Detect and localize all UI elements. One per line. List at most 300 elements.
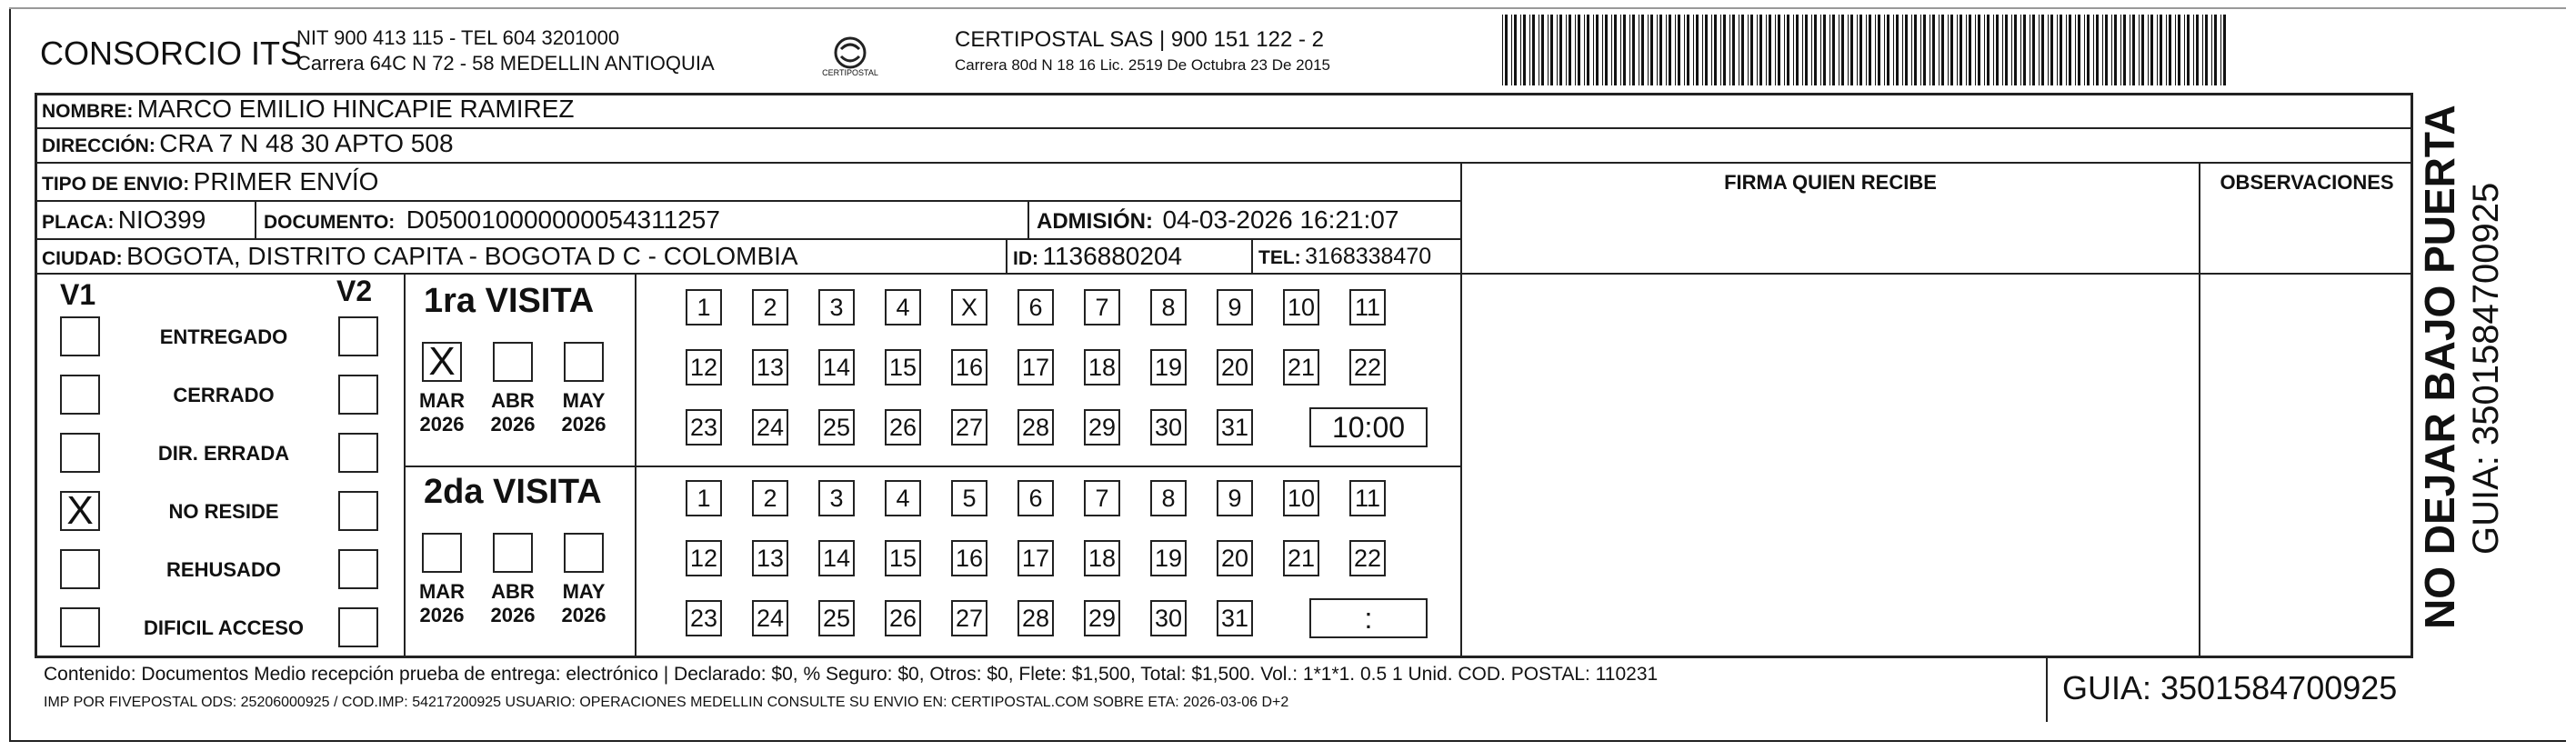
time-box[interactable]: : <box>1309 598 1428 638</box>
barcode-bar <box>1511 15 1512 85</box>
month-name: MAR <box>418 389 466 412</box>
barcode-bar <box>1802 15 1803 85</box>
barcode-bar <box>1657 15 1658 85</box>
month-year: 2026 <box>419 413 465 436</box>
barcode-bar <box>2078 15 2080 85</box>
barcode-bar <box>2166 15 2167 85</box>
barcode-bar <box>2160 15 2162 85</box>
barcode-bar <box>1605 15 1608 85</box>
v2-checkbox[interactable] <box>338 549 378 589</box>
barcode-bar <box>1832 15 1835 85</box>
barcode-bar <box>2005 15 2008 85</box>
day-box[interactable]: 30 <box>1150 409 1187 446</box>
documento-value: D050010000000054311257 <box>406 205 720 234</box>
day-box[interactable]: 7 <box>1084 480 1120 516</box>
firma-header: FIRMA QUIEN RECIBE <box>1724 171 1937 194</box>
barcode-bar <box>2193 15 2194 85</box>
placa-value: NIO399 <box>117 205 206 234</box>
observaciones-header: OBSERVACIONES <box>2220 171 2394 194</box>
day-box[interactable]: 11 <box>1349 289 1386 325</box>
admision-value: 04-03-2026 16:21:07 <box>1162 205 1399 234</box>
barcode-bar <box>2039 15 2040 85</box>
barcode-bar <box>1578 15 1580 85</box>
v2-checkbox[interactable] <box>338 607 378 647</box>
day-box[interactable]: 31 <box>1217 409 1253 446</box>
row-line <box>35 200 1462 202</box>
day-box[interactable]: 17 <box>1017 540 1054 576</box>
barcode-bar <box>1902 15 1903 85</box>
v1-checkbox[interactable] <box>60 375 100 415</box>
barcode-bar <box>1814 15 1817 85</box>
day-box[interactable]: 28 <box>1017 600 1054 636</box>
barcode-bar <box>1611 15 1612 85</box>
day-box[interactable]: 1 <box>686 289 722 325</box>
day-box[interactable]: 15 <box>885 540 921 576</box>
barcode-bar <box>1514 15 1517 85</box>
barcode-bar <box>2132 15 2135 85</box>
barcode-bar <box>1532 15 1535 85</box>
day-box[interactable]: 4 <box>885 480 921 516</box>
day-box[interactable]: 17 <box>1017 349 1054 386</box>
barcode-bar <box>1523 15 1526 85</box>
day-box[interactable]: 4 <box>885 289 921 325</box>
barcode-bar <box>1659 15 1662 85</box>
day-box[interactable]: 18 <box>1084 540 1120 576</box>
footer-guia: GUIA: 3501584700925 <box>2062 669 2398 706</box>
barcode-bar <box>1750 15 1753 85</box>
day-box[interactable]: 3 <box>818 289 855 325</box>
day-box[interactable]: 8 <box>1150 480 1187 516</box>
barcode-bar <box>2050 15 2053 85</box>
barcode-bar <box>1541 15 1544 85</box>
day-box[interactable]: 16 <box>951 349 987 386</box>
barcode-bar <box>1778 15 1780 85</box>
day-box[interactable]: 14 <box>818 540 855 576</box>
month-label <box>556 389 611 436</box>
day-box[interactable]: 19 <box>1150 540 1187 576</box>
tipo-value: PRIMER ENVÍO <box>193 167 379 195</box>
barcode-bar <box>1875 15 1876 85</box>
month-checkbox[interactable] <box>422 339 462 384</box>
barcode-bar <box>1966 15 1967 85</box>
barcode-bar <box>2066 15 2067 85</box>
month-year: 2026 <box>561 413 606 436</box>
month-label <box>486 389 540 436</box>
barcode-bar <box>1893 15 1894 85</box>
barcode-bar <box>1929 15 1930 85</box>
barcode-bar <box>1829 15 1830 85</box>
divider <box>1460 162 1462 656</box>
barcode-bar <box>1596 15 1599 85</box>
barcode-bar <box>2002 15 2003 85</box>
day-box[interactable]: 21 <box>1283 349 1319 386</box>
barcode-bar <box>1805 15 1808 85</box>
v1-header: V1 <box>60 278 96 311</box>
divider <box>255 200 256 238</box>
day-box[interactable]: 14 <box>818 349 855 386</box>
barcode-bar <box>2184 15 2185 85</box>
nombre-label: NOMBRE: <box>42 101 134 122</box>
day-box[interactable]: 21 <box>1283 540 1319 576</box>
barcode-bar <box>1693 15 1694 85</box>
barcode-bar <box>2093 15 2094 85</box>
barcode-bar <box>1820 15 1821 85</box>
barcode-bar <box>1887 15 1889 85</box>
barcode-bar <box>2148 15 2149 85</box>
day-box[interactable]: 23 <box>686 409 722 446</box>
ciudad-field <box>42 242 798 271</box>
month-label <box>556 580 611 627</box>
barcode <box>1502 15 2226 85</box>
v1-checkbox[interactable] <box>60 433 100 473</box>
barcode-bar <box>1557 15 1558 85</box>
barcode-bar <box>1714 15 1717 85</box>
day-box[interactable]: 20 <box>1217 349 1253 386</box>
day-box[interactable]: 12 <box>686 540 722 576</box>
barcode-bar <box>1684 15 1685 85</box>
barcode-bar <box>2111 15 2112 85</box>
ciudad-label: CIUDAD: <box>42 248 123 269</box>
status-label: REHUSADO <box>166 558 281 581</box>
status-label: CERRADO <box>173 384 275 406</box>
barcode-bar <box>2211 15 2212 85</box>
day-box[interactable]: 18 <box>1084 349 1120 386</box>
day-box[interactable]: 13 <box>752 349 788 386</box>
day-box[interactable]: 8 <box>1150 289 1187 325</box>
barcode-bar <box>2060 15 2062 85</box>
day-box[interactable]: 31 <box>1217 600 1253 636</box>
day-box[interactable]: 24 <box>752 600 788 636</box>
month-checkbox[interactable] <box>564 533 604 573</box>
day-box[interactable]: 15 <box>885 349 921 386</box>
certipostal-line: CERTIPOSTAL SAS | 900 151 122 - 2 <box>955 27 1324 52</box>
barcode-bar <box>1584 15 1585 85</box>
month-name: ABR <box>491 389 535 412</box>
company-address: Carrera 64C N 72 - 58 MEDELLIN ANTIOQUIA <box>296 52 715 75</box>
day-box[interactable]: 10 <box>1283 480 1319 516</box>
barcode-bar <box>1787 15 1789 85</box>
placa-field <box>42 205 205 235</box>
barcode-bar <box>1987 15 1990 85</box>
barcode-bar <box>1548 15 1549 85</box>
barcode-bar <box>2139 15 2140 85</box>
no-dejar-bajo-puerta: NO DEJAR BAJO PUERTA <box>2416 105 2463 629</box>
day-box[interactable]: 2 <box>752 480 788 516</box>
barcode-bar <box>1766 15 1767 85</box>
barcode-bar <box>1823 15 1826 85</box>
barcode-bar <box>1569 15 1571 85</box>
barcode-bar <box>2048 15 2049 85</box>
barcode-bar <box>1941 15 1944 85</box>
v2-checkbox[interactable] <box>338 316 378 356</box>
barcode-bar <box>2069 15 2071 85</box>
barcode-bar <box>1969 15 1971 85</box>
barcode-bar <box>2057 15 2058 85</box>
v2-checkbox[interactable] <box>338 491 378 531</box>
tel-value: 3168338470 <box>1305 244 1432 269</box>
v1-checkbox[interactable] <box>60 607 100 647</box>
v1-checkbox[interactable] <box>60 316 100 356</box>
month-label <box>486 580 540 627</box>
day-box[interactable]: 27 <box>951 409 987 446</box>
barcode-bar <box>1796 15 1799 85</box>
month-checkbox[interactable] <box>564 342 604 382</box>
barcode-bar <box>1978 15 1980 85</box>
month-name: MAY <box>562 580 606 603</box>
day-box[interactable]: 19 <box>1150 349 1187 386</box>
row-line <box>35 162 2413 164</box>
month-year: 2026 <box>490 604 536 626</box>
barcode-bar <box>1696 15 1699 85</box>
barcode-bar <box>1575 15 1576 85</box>
day-box[interactable]: 10 <box>1283 289 1319 325</box>
barcode-bar <box>1857 15 1858 85</box>
day-box[interactable]: 24 <box>752 409 788 446</box>
barcode-bar <box>2075 15 2076 85</box>
documento-label: DOCUMENTO: <box>264 212 396 233</box>
barcode-bar <box>1811 15 1812 85</box>
direccion-value: CRA 7 N 48 30 APTO 508 <box>159 129 454 157</box>
barcode-bar <box>1711 15 1712 85</box>
barcode-bar <box>1975 15 1976 85</box>
row-line <box>35 273 2413 275</box>
placa-label: PLACA: <box>42 212 115 233</box>
day-box[interactable]: 29 <box>1084 409 1120 446</box>
month-checkbox[interactable] <box>493 342 533 382</box>
day-box[interactable]: 23 <box>686 600 722 636</box>
month-name: MAY <box>562 389 606 412</box>
nombre-field <box>42 95 575 124</box>
tipo-label: TIPO DE ENVIO: <box>42 174 190 195</box>
barcode-bar <box>1669 15 1671 85</box>
barcode-bar <box>1784 15 1785 85</box>
day-box[interactable]: X <box>951 289 987 325</box>
barcode-bar <box>1623 15 1626 85</box>
v2-checkbox[interactable] <box>338 433 378 473</box>
barcode-bar <box>1650 15 1653 85</box>
month-name: ABR <box>491 580 535 603</box>
visit2-title: 2da VISITA <box>424 473 602 511</box>
month-year: 2026 <box>561 604 606 626</box>
tipo-field <box>42 167 378 196</box>
barcode-bar <box>1675 15 1676 85</box>
check-mark: X <box>66 488 94 533</box>
footer-contenido: Contenido: Documentos Medio recepción prueba de entrega: electrónico | Declarado: $0, % Seguro: $0, Otros: $0, Flete: $1,500, Total: $1,500. Vol.: 1*1*1. 0.5 1 Unid. COD. POSTAL: 110231 <box>44 664 1659 685</box>
day-box[interactable]: 22 <box>1349 540 1386 576</box>
company-name: CONSORCIO ITS <box>40 35 303 72</box>
barcode-bar <box>1632 15 1635 85</box>
day-box[interactable]: 30 <box>1150 600 1187 636</box>
barcode-bar <box>1748 15 1749 85</box>
certipostal-logo-icon <box>814 27 887 100</box>
barcode-bar <box>2178 15 2180 85</box>
day-box[interactable]: 5 <box>951 480 987 516</box>
id-value: 1136880204 <box>1042 242 1183 270</box>
barcode-bar <box>2150 15 2153 85</box>
v2-header: V2 <box>336 275 373 307</box>
barcode-bar <box>1741 15 1744 85</box>
barcode-bar <box>1866 15 1867 85</box>
day-box[interactable]: 2 <box>752 289 788 325</box>
ciudad-value: BOGOTA, DISTRITO CAPITA - BOGOTA D C - COLOMBIA <box>126 242 798 270</box>
barcode-bar <box>1920 15 1921 85</box>
day-box[interactable]: 9 <box>1217 480 1253 516</box>
direccion-field <box>42 129 454 158</box>
barcode-bar <box>2205 15 2208 85</box>
barcode-bar <box>1939 15 1940 85</box>
day-box[interactable]: 3 <box>818 480 855 516</box>
barcode-bar <box>1502 15 1503 85</box>
time-box[interactable]: 10:00 <box>1309 407 1428 447</box>
row-line <box>404 466 1462 467</box>
barcode-bar <box>2011 15 2012 85</box>
day-box[interactable]: 12 <box>686 349 722 386</box>
visit1-title: 1ra VISITA <box>424 282 595 320</box>
barcode-bar <box>2175 15 2176 85</box>
barcode-bar <box>2202 15 2203 85</box>
barcode-bar <box>1923 15 1926 85</box>
side-guia: GUIA: 3501584700925 <box>2466 182 2506 555</box>
day-box[interactable]: 1 <box>686 480 722 516</box>
barcode-bar <box>1914 15 1917 85</box>
barcode-bar <box>1775 15 1776 85</box>
day-box[interactable]: 9 <box>1217 289 1253 325</box>
day-box[interactable]: 26 <box>885 409 921 446</box>
barcode-bar <box>1614 15 1617 85</box>
barcode-bar <box>2123 15 2126 85</box>
barcode-bar <box>1869 15 1871 85</box>
barcode-bar <box>1993 15 1994 85</box>
barcode-bar <box>1593 15 1594 85</box>
barcode-bar <box>1732 15 1735 85</box>
month-checkbox[interactable] <box>493 533 533 573</box>
certipostal-address: Carrera 80d N 18 16 Lic. 2519 De Octubra 23 De 2015 <box>955 56 1330 74</box>
barcode-bar <box>2187 15 2190 85</box>
tel-label: TEL: <box>1258 247 1301 268</box>
barcode-bar <box>1505 15 1508 85</box>
barcode-bar <box>1905 15 1908 85</box>
barcode-bar <box>2041 15 2044 85</box>
day-box[interactable]: 28 <box>1017 409 1054 446</box>
barcode-bar <box>1769 15 1771 85</box>
divider <box>2046 656 2048 722</box>
v2-checkbox[interactable] <box>338 375 378 415</box>
barcode-bar <box>2214 15 2217 85</box>
status-label: DIR. ERRADA <box>157 442 290 465</box>
day-box[interactable]: 7 <box>1084 289 1120 325</box>
day-box[interactable]: 25 <box>818 600 855 636</box>
barcode-bar <box>2141 15 2144 85</box>
barcode-bar <box>1520 15 1521 85</box>
barcode-bar <box>2087 15 2090 85</box>
row-line <box>35 656 2413 658</box>
status-label: ENTREGADO <box>159 325 288 348</box>
divider <box>1027 200 1029 238</box>
day-box[interactable]: 6 <box>1017 289 1054 325</box>
divider <box>635 273 636 656</box>
day-box[interactable]: 11 <box>1349 480 1386 516</box>
barcode-bar <box>2157 15 2158 85</box>
status-label: DIFICIL ACCESO <box>143 616 304 639</box>
v1-checkbox[interactable] <box>60 549 100 589</box>
month-year: 2026 <box>419 604 465 626</box>
barcode-bar <box>1620 15 1621 85</box>
barcode-bar <box>1932 15 1935 85</box>
barcode-bar <box>2169 15 2171 85</box>
barcode-bar <box>1960 15 1962 85</box>
certipostal-info <box>955 27 1330 78</box>
day-box[interactable]: 22 <box>1349 349 1386 386</box>
barcode-bar <box>1641 15 1644 85</box>
barcode-bar <box>2020 15 2021 85</box>
nit-line: NIT 900 413 115 - TEL 604 3201000 <box>296 26 620 49</box>
day-box[interactable]: 26 <box>885 600 921 636</box>
barcode-bar <box>1878 15 1880 85</box>
barcode-bar <box>2223 15 2226 85</box>
day-box[interactable]: 27 <box>951 600 987 636</box>
nombre-value: MARCO EMILIO HINCAPIE RAMIREZ <box>136 95 575 123</box>
barcode-bar <box>1841 15 1844 85</box>
barcode-bar <box>1559 15 1562 85</box>
day-box[interactable]: 6 <box>1017 480 1054 516</box>
barcode-bar <box>2220 15 2221 85</box>
month-label <box>415 389 469 436</box>
check-mark: X <box>428 339 456 384</box>
status-label: NO RESIDE <box>168 500 279 523</box>
barcode-bar <box>1884 15 1885 85</box>
month-checkbox[interactable] <box>422 533 462 573</box>
barcode-bar <box>2120 15 2121 85</box>
barcode-bar <box>1550 15 1553 85</box>
logo-text: CERTIPOSTAL <box>822 68 878 77</box>
tel-field <box>1258 244 1431 270</box>
barcode-bar <box>1705 15 1708 85</box>
admision-label: ADMISIÓN: <box>1037 209 1153 234</box>
barcode-bar <box>1729 15 1730 85</box>
barcode-bar <box>1996 15 1999 85</box>
day-box[interactable]: 20 <box>1217 540 1253 576</box>
day-box[interactable]: 16 <box>951 540 987 576</box>
barcode-bar <box>1948 15 1949 85</box>
barcode-bar <box>1720 15 1721 85</box>
barcode-bar <box>1587 15 1589 85</box>
divider <box>1251 238 1253 273</box>
barcode-bar <box>1566 15 1567 85</box>
barcode-bar <box>2014 15 2017 85</box>
barcode-bar <box>1687 15 1689 85</box>
barcode-bar <box>1896 15 1899 85</box>
barcode-bar <box>2105 15 2108 85</box>
barcode-bar <box>1859 15 1862 85</box>
v1-checkbox[interactable] <box>60 488 100 533</box>
day-box[interactable]: 25 <box>818 409 855 446</box>
barcode-bar <box>1702 15 1703 85</box>
divider <box>404 273 406 656</box>
row-line <box>35 238 1462 240</box>
barcode-bar <box>1602 15 1603 85</box>
day-box[interactable]: 13 <box>752 540 788 576</box>
company-info <box>296 25 715 76</box>
top-rule <box>9 7 2566 9</box>
day-box[interactable]: 29 <box>1084 600 1120 636</box>
barcode-bar <box>1759 15 1762 85</box>
barcode-bar <box>2196 15 2199 85</box>
documento-field <box>264 205 720 235</box>
barcode-bar <box>1957 15 1958 85</box>
admision-field <box>1037 205 1398 235</box>
divider <box>2199 162 2200 656</box>
barcode-bar <box>2032 15 2035 85</box>
